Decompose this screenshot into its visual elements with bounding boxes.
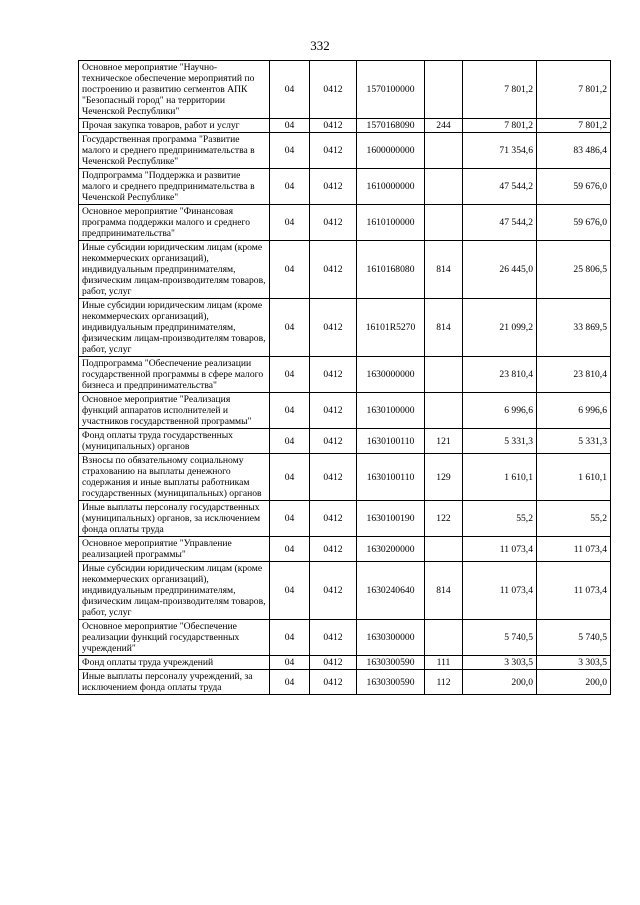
target-article-code: 1570168090 bbox=[357, 119, 425, 133]
expense-type-code bbox=[425, 537, 463, 562]
amount-second-year: 7 801,2 bbox=[537, 61, 611, 119]
target-article-code: 1610000000 bbox=[357, 169, 425, 205]
subsection-code: 0412 bbox=[310, 61, 357, 119]
amount-first-year: 1 610,1 bbox=[463, 454, 537, 501]
section-code: 04 bbox=[270, 501, 310, 537]
section-code: 04 bbox=[270, 169, 310, 205]
subsection-code: 0412 bbox=[310, 620, 357, 656]
row-name: Подпрограмма "Поддержка и развитие малого и среднего предпринимательства в Чеченской Республике" bbox=[79, 169, 270, 205]
subsection-code: 0412 bbox=[310, 562, 357, 620]
target-article-code: 1610100000 bbox=[357, 205, 425, 241]
target-article-code: 16101R5270 bbox=[357, 299, 425, 357]
expense-type-code: 122 bbox=[425, 501, 463, 537]
amount-second-year: 11 073,4 bbox=[537, 562, 611, 620]
section-code: 04 bbox=[270, 299, 310, 357]
amount-second-year: 3 303,5 bbox=[537, 656, 611, 670]
table-row bbox=[79, 537, 611, 562]
subsection-code: 0412 bbox=[310, 656, 357, 670]
table-row bbox=[79, 454, 611, 501]
row-name: Иные субсидии юридическим лицам (кроме некоммерческих организаций), индивидуальным предпринимателям, физическим лицам-производителям товаров, работ, услуг bbox=[79, 241, 270, 299]
row-name: Прочая закупка товаров, работ и услуг bbox=[79, 119, 270, 133]
table-row bbox=[79, 501, 611, 537]
expense-type-code: 244 bbox=[425, 119, 463, 133]
amount-second-year: 33 869,5 bbox=[537, 299, 611, 357]
section-code: 04 bbox=[270, 357, 310, 393]
amount-first-year: 11 073,4 bbox=[463, 562, 537, 620]
subsection-code: 0412 bbox=[310, 670, 357, 695]
subsection-code: 0412 bbox=[310, 429, 357, 454]
amount-first-year: 7 801,2 bbox=[463, 119, 537, 133]
subsection-code: 0412 bbox=[310, 169, 357, 205]
subsection-code: 0412 bbox=[310, 119, 357, 133]
target-article-code: 1630200000 bbox=[357, 537, 425, 562]
table-row bbox=[79, 620, 611, 656]
target-article-code: 1600000000 bbox=[357, 133, 425, 169]
expense-type-code: 814 bbox=[425, 241, 463, 299]
expense-type-code: 814 bbox=[425, 299, 463, 357]
row-name: Фонд оплаты труда учреждений bbox=[79, 656, 270, 670]
target-article-code: 1630240640 bbox=[357, 562, 425, 620]
table-row bbox=[79, 670, 611, 695]
row-name: Основное мероприятие "Реализация функций аппаратов исполнителей и участников государственной программы" bbox=[79, 393, 270, 429]
expense-type-code bbox=[425, 357, 463, 393]
row-name: Основное мероприятие "Обеспечение реализации функций государственных учреждений" bbox=[79, 620, 270, 656]
target-article-code: 1610168080 bbox=[357, 241, 425, 299]
amount-first-year: 26 445,0 bbox=[463, 241, 537, 299]
section-code: 04 bbox=[270, 454, 310, 501]
subsection-code: 0412 bbox=[310, 393, 357, 429]
amount-second-year: 83 486,4 bbox=[537, 133, 611, 169]
amount-first-year: 23 810,4 bbox=[463, 357, 537, 393]
target-article-code: 1630300590 bbox=[357, 656, 425, 670]
table-row bbox=[79, 299, 611, 357]
amount-first-year: 200,0 bbox=[463, 670, 537, 695]
expense-type-code bbox=[425, 61, 463, 119]
amount-second-year: 59 676,0 bbox=[537, 169, 611, 205]
section-code: 04 bbox=[270, 670, 310, 695]
target-article-code: 1630000000 bbox=[357, 357, 425, 393]
row-name: Основное мероприятие "Финансовая программа поддержки малого и среднего предпринимательства" bbox=[79, 205, 270, 241]
section-code: 04 bbox=[270, 133, 310, 169]
row-name: Иные выплаты персоналу учреждений, за исключением фонда оплаты труда bbox=[79, 670, 270, 695]
amount-first-year: 5 331,3 bbox=[463, 429, 537, 454]
target-article-code: 1630100110 bbox=[357, 454, 425, 501]
budget-table-body bbox=[79, 61, 611, 695]
subsection-code: 0412 bbox=[310, 537, 357, 562]
amount-first-year: 11 073,4 bbox=[463, 537, 537, 562]
row-name: Иные субсидии юридическим лицам (кроме некоммерческих организаций), индивидуальным предпринимателям, физическим лицам-производителям товаров, работ, услуг bbox=[79, 299, 270, 357]
expense-type-code bbox=[425, 620, 463, 656]
row-name: Государственная программа "Развитие малого и среднего предпринимательства в Чеченской Республике" bbox=[79, 133, 270, 169]
subsection-code: 0412 bbox=[310, 357, 357, 393]
target-article-code: 1630300590 bbox=[357, 670, 425, 695]
amount-second-year: 5 331,3 bbox=[537, 429, 611, 454]
subsection-code: 0412 bbox=[310, 501, 357, 537]
amount-second-year: 55,2 bbox=[537, 501, 611, 537]
subsection-code: 0412 bbox=[310, 205, 357, 241]
row-name: Основное мероприятие "Научно-техническое обеспечение мероприятий по построению и развитию сегментов АПК "Безопасный город" на территории Чеченской Республики" bbox=[79, 61, 270, 119]
expense-type-code bbox=[425, 169, 463, 205]
amount-second-year: 1 610,1 bbox=[537, 454, 611, 501]
amount-second-year: 200,0 bbox=[537, 670, 611, 695]
target-article-code: 1630300000 bbox=[357, 620, 425, 656]
expense-type-code: 814 bbox=[425, 562, 463, 620]
section-code: 04 bbox=[270, 620, 310, 656]
amount-first-year: 47 544,2 bbox=[463, 205, 537, 241]
section-code: 04 bbox=[270, 429, 310, 454]
row-name: Подпрограмма "Обеспечение реализации государственной программы в сфере малого бизнеса и предпринимательства" bbox=[79, 357, 270, 393]
subsection-code: 0412 bbox=[310, 133, 357, 169]
amount-first-year: 6 996,6 bbox=[463, 393, 537, 429]
table-row bbox=[79, 169, 611, 205]
section-code: 04 bbox=[270, 119, 310, 133]
row-name: Взносы по обязательному социальному страхованию на выплаты денежного содержания и иные выплаты работникам государственных (муниципальных) органов bbox=[79, 454, 270, 501]
table-row bbox=[79, 119, 611, 133]
amount-second-year: 6 996,6 bbox=[537, 393, 611, 429]
amount-second-year: 23 810,4 bbox=[537, 357, 611, 393]
amount-first-year: 55,2 bbox=[463, 501, 537, 537]
table-row bbox=[79, 241, 611, 299]
table-row bbox=[79, 429, 611, 454]
expense-type-code bbox=[425, 133, 463, 169]
table-row bbox=[79, 133, 611, 169]
section-code: 04 bbox=[270, 241, 310, 299]
table-row bbox=[79, 205, 611, 241]
subsection-code: 0412 bbox=[310, 454, 357, 501]
amount-first-year: 5 740,5 bbox=[463, 620, 537, 656]
row-name: Основное мероприятие "Управление реализацией программы" bbox=[79, 537, 270, 562]
page-number: 332 bbox=[310, 38, 330, 53]
section-code: 04 bbox=[270, 562, 310, 620]
expense-type-code bbox=[425, 205, 463, 241]
subsection-code: 0412 bbox=[310, 299, 357, 357]
table-row bbox=[79, 61, 611, 119]
target-article-code: 1630100190 bbox=[357, 501, 425, 537]
table-row bbox=[79, 656, 611, 670]
amount-second-year: 7 801,2 bbox=[537, 119, 611, 133]
expense-type-code: 111 bbox=[425, 656, 463, 670]
amount-second-year: 5 740,5 bbox=[537, 620, 611, 656]
row-name: Фонд оплаты труда государственных (муниципальных) органов bbox=[79, 429, 270, 454]
section-code: 04 bbox=[270, 205, 310, 241]
amount-second-year: 25 806,5 bbox=[537, 241, 611, 299]
section-code: 04 bbox=[270, 61, 310, 119]
budget-table bbox=[78, 60, 611, 695]
amount-first-year: 71 354,6 bbox=[463, 133, 537, 169]
amount-second-year: 11 073,4 bbox=[537, 537, 611, 562]
amount-first-year: 7 801,2 bbox=[463, 61, 537, 119]
row-name: Иные выплаты персоналу государственных (муниципальных) органов, за исключением фонда оплаты труда bbox=[79, 501, 270, 537]
amount-second-year: 59 676,0 bbox=[537, 205, 611, 241]
amount-first-year: 3 303,5 bbox=[463, 656, 537, 670]
subsection-code: 0412 bbox=[310, 241, 357, 299]
table-row bbox=[79, 357, 611, 393]
section-code: 04 bbox=[270, 537, 310, 562]
expense-type-code: 121 bbox=[425, 429, 463, 454]
target-article-code: 1630100000 bbox=[357, 393, 425, 429]
expense-type-code bbox=[425, 393, 463, 429]
expense-type-code: 112 bbox=[425, 670, 463, 695]
amount-first-year: 21 099,2 bbox=[463, 299, 537, 357]
amount-first-year: 47 544,2 bbox=[463, 169, 537, 205]
table-row bbox=[79, 393, 611, 429]
section-code: 04 bbox=[270, 656, 310, 670]
table-row bbox=[79, 562, 611, 620]
row-name: Иные субсидии юридическим лицам (кроме некоммерческих организаций), индивидуальным предпринимателям, физическим лицам-производителям товаров, работ, услуг bbox=[79, 562, 270, 620]
expense-type-code: 129 bbox=[425, 454, 463, 501]
section-code: 04 bbox=[270, 393, 310, 429]
target-article-code: 1570100000 bbox=[357, 61, 425, 119]
target-article-code: 1630100110 bbox=[357, 429, 425, 454]
